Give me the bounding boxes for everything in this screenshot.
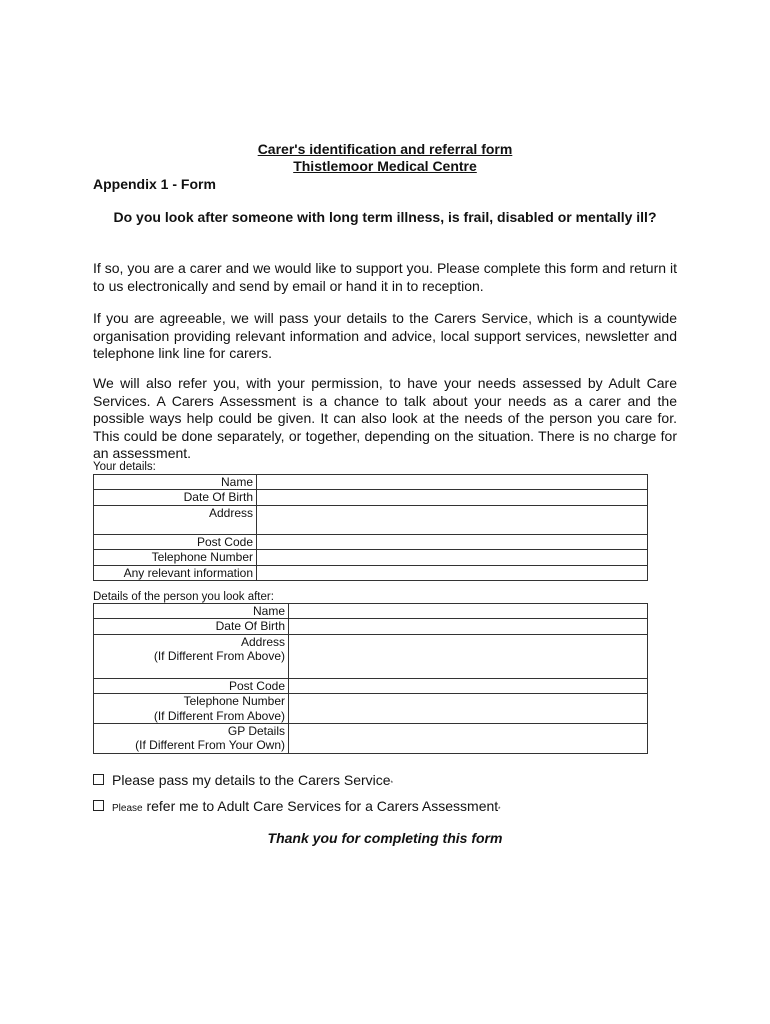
carers-service-paragraph: If you are agreeable, we will pass your details to the Carers Service, which is a countywide organisation providing relevant information and advice, local support services, newsletter and telephone link line for carers. xyxy=(93,310,677,362)
your-details-label: Your details: xyxy=(93,461,156,473)
carer-question: Do you look after someone with long term illness, is frail, disabled or mentally ill? xyxy=(113,209,657,225)
pass-details-option xyxy=(93,772,393,788)
postcode-field[interactable] xyxy=(257,534,648,549)
cared-dob-field[interactable] xyxy=(289,619,648,634)
pass-details-label: Please pass my details to the Carers Service xyxy=(112,772,391,788)
thank-you-message: Thank you for completing this form xyxy=(267,830,503,846)
telephone-label: Telephone Number xyxy=(94,550,257,565)
address-field[interactable] xyxy=(257,505,648,534)
cared-telephone-note: (If Different From Above) xyxy=(153,708,285,723)
refer-prefix: Please xyxy=(112,803,143,814)
telephone-field[interactable] xyxy=(257,550,648,565)
refer-option xyxy=(93,798,501,814)
name-label: Name xyxy=(94,475,257,490)
cared-telephone-text: Telephone Number xyxy=(183,694,285,709)
intro-paragraph: If so, you are a carer and we would like to support you. Please complete this form and return it to us electronically and send by email or hand it in to reception. xyxy=(93,260,677,294)
postcode-label: Post Code xyxy=(94,534,257,549)
address-label: Address xyxy=(94,505,257,534)
cared-address-note: (If Different From Above) xyxy=(153,649,285,664)
refer-checkbox[interactable] xyxy=(93,800,104,811)
title-line-2: Thistlemoor Medical Centre xyxy=(293,158,477,174)
cared-address-field[interactable] xyxy=(289,634,648,678)
gp-field[interactable] xyxy=(289,724,648,754)
gp-label xyxy=(94,724,289,754)
pass-details-mark: * xyxy=(390,781,393,787)
dob-field[interactable] xyxy=(257,490,648,505)
pass-details-checkbox[interactable] xyxy=(93,774,104,785)
name-field[interactable] xyxy=(257,475,648,490)
assessment-paragraph: We will also refer you, with your permission, to have your needs assessed by Adult Care Services. A Carers Assessment is a chance to talk about your needs as a carer and the possible ways help could be given. It can also look at the needs of the person you care for. This could be done separately, or together, depending on the situation. There is no charge for an assessment. xyxy=(93,375,677,462)
gp-text: GP Details xyxy=(227,724,285,739)
cared-postcode-label: Post Code xyxy=(94,678,289,693)
cared-dob-label: Date Of Birth xyxy=(94,619,289,634)
refer-mark: * xyxy=(498,807,501,813)
cared-address-text: Address xyxy=(240,634,285,649)
cared-postcode-field[interactable] xyxy=(289,678,648,693)
cared-for-label: Details of the person you look after: xyxy=(93,591,274,603)
title-line-1: Carer's identification and referral form xyxy=(257,141,513,157)
dob-label: Date Of Birth xyxy=(94,490,257,505)
cared-name-label: Name xyxy=(94,604,289,619)
other-info-field[interactable] xyxy=(257,565,648,580)
cared-address-label xyxy=(94,634,289,678)
gp-note: (If Different From Your Own) xyxy=(135,738,285,753)
cared-for-table xyxy=(93,603,648,754)
your-details-table xyxy=(93,474,648,581)
cared-name-field[interactable] xyxy=(289,604,648,619)
cared-telephone-label xyxy=(94,694,289,724)
refer-label: refer me to Adult Care Services for a Carers Assessment xyxy=(142,798,499,814)
other-info-label: Any relevant information xyxy=(94,565,257,580)
form-title xyxy=(93,141,677,175)
appendix-heading: Appendix 1 - Form xyxy=(93,176,216,192)
cared-telephone-field[interactable] xyxy=(289,694,648,724)
